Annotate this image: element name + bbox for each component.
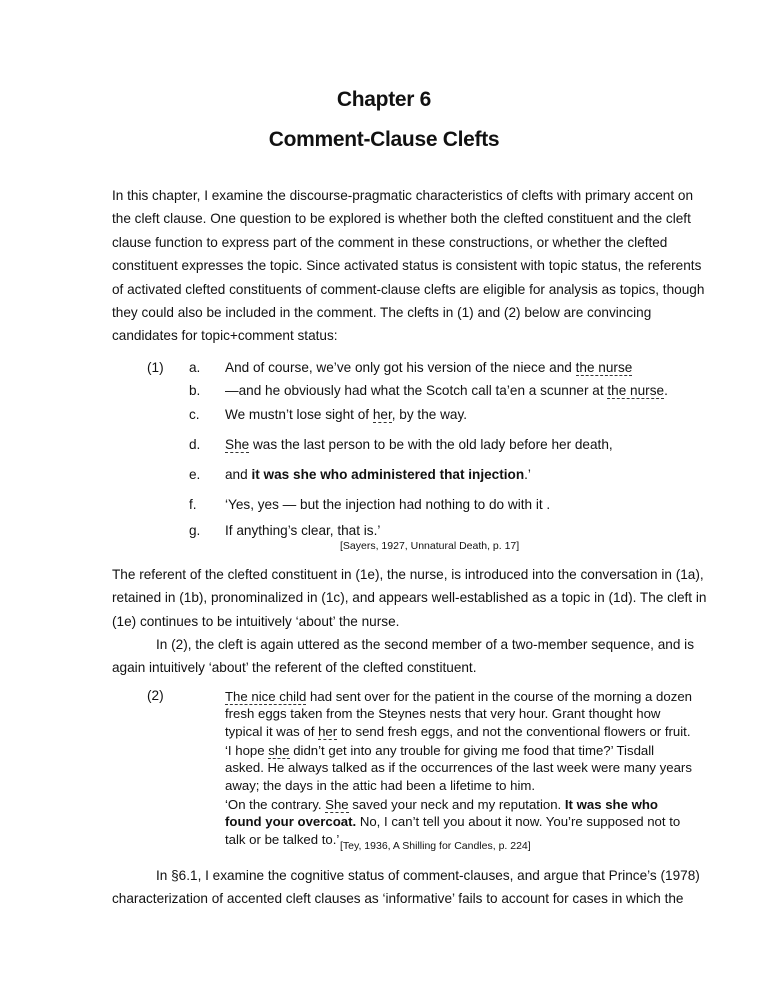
- example-1a-letter: a.: [189, 360, 201, 375]
- example-1b-letter: b.: [189, 383, 201, 398]
- paragraph-2: The referent of the clefted constituent in (1e), the nurse, is introduced into the conversation in (1a), retained in (1b), pronominalized in (1c), and appears well-established as a topic in (1d). The cleft in (1e) continues to be intuitively ‘about’ the nurse.: [112, 567, 707, 629]
- example-1f-text: ‘Yes, yes — but the injection had nothing to do with it .: [225, 497, 551, 512]
- underlined-referent: the nurse: [607, 383, 665, 398]
- example-2-passage-3: ‘On the contrary. She saved your neck and my reputation. It was she who found your overcoat. No, I can’t tell you about it now. You’re supposed not to talk or be talked to.’: [225, 797, 681, 847]
- example-1-number: (1): [147, 360, 164, 375]
- example-1a-text: And of course, we’ve only got his version of the niece and the nurse: [225, 360, 633, 375]
- paragraph-3: In (2), the cleft is again uttered as the second member of a two-member sequence, and is again intuitively ‘about’ the referent of the clefted constituent.: [112, 637, 694, 676]
- example-1g-text: If anything’s clear, that is.’: [225, 523, 381, 538]
- example-2-number: (2): [147, 688, 164, 703]
- example-2-source: [Tey, 1936, A Shilling for Candles, p. 224]: [340, 840, 531, 852]
- chapter-number: Chapter 6: [336, 88, 432, 111]
- example-1b-text: —and he obviously had what the Scotch call ta’en a scunner at the nurse.: [225, 383, 668, 398]
- underlined-referent: her: [372, 407, 392, 422]
- paragraph-4: In §6.1, I examine the cognitive status of comment-clauses, and argue that Prince’s (1978) characterization of accented cleft clauses as ‘informative’ fails to account for cases in which the: [112, 868, 700, 907]
- example-2-passage-2: ‘I hope she didn’t get into any trouble for giving me food that time?’ Tisdall asked. He always talked as if the occurrences of the last week were many years away; the days in the attic had been a lifetime to him.: [225, 743, 692, 793]
- underlined-referent: She: [225, 437, 250, 452]
- example-2-passage-1: The nice child had sent over for the patient in the course of the morning a dozen fresh eggs taken from the Steynes nests that very hour. Grant thought how typical it was of her to send fresh eggs, and not the conventional flowers or fruit.: [225, 689, 692, 739]
- example-1c-text: We mustn’t lose sight of her, by the way.: [225, 407, 468, 422]
- chapter-title: Comment-Clause Clefts: [268, 128, 500, 151]
- example-1d-letter: d.: [189, 437, 201, 452]
- example-1-source: [Sayers, 1927, Unnatural Death, p. 17]: [340, 540, 520, 552]
- example-1f-letter: f.: [189, 497, 197, 512]
- bold-cleft: It was she who found your overcoat.: [225, 797, 658, 830]
- example-1d-text: She was the last person to be with the old lady before her death,: [225, 437, 613, 452]
- intro-paragraph: In this chapter, I examine the discourse-pragmatic characteristics of clefts with primary accent on the cleft clause. One question to be explored is whether both the clefted constituent and the cleft clause function to express part of the comment in these constructions, or whether the clefted constituent expresses the topic. Since activated status is consistent with topic status, the referents of activated clefted constituents of comment-clause clefts are eligible for analysis as topics, though they could also be included in the comment. The clefts in (1) and (2) below are convincing candidates for topic+comment status:: [112, 188, 705, 344]
- underlined-referent: the nurse: [575, 360, 633, 375]
- example-1c-letter: c.: [189, 407, 200, 422]
- example-1e-text: and it was she who administered that injection.’: [225, 467, 531, 482]
- example-1g-letter: g.: [189, 523, 201, 538]
- bold-cleft: it was she who administered that injection: [251, 467, 525, 482]
- example-1e-letter: e.: [189, 467, 201, 482]
